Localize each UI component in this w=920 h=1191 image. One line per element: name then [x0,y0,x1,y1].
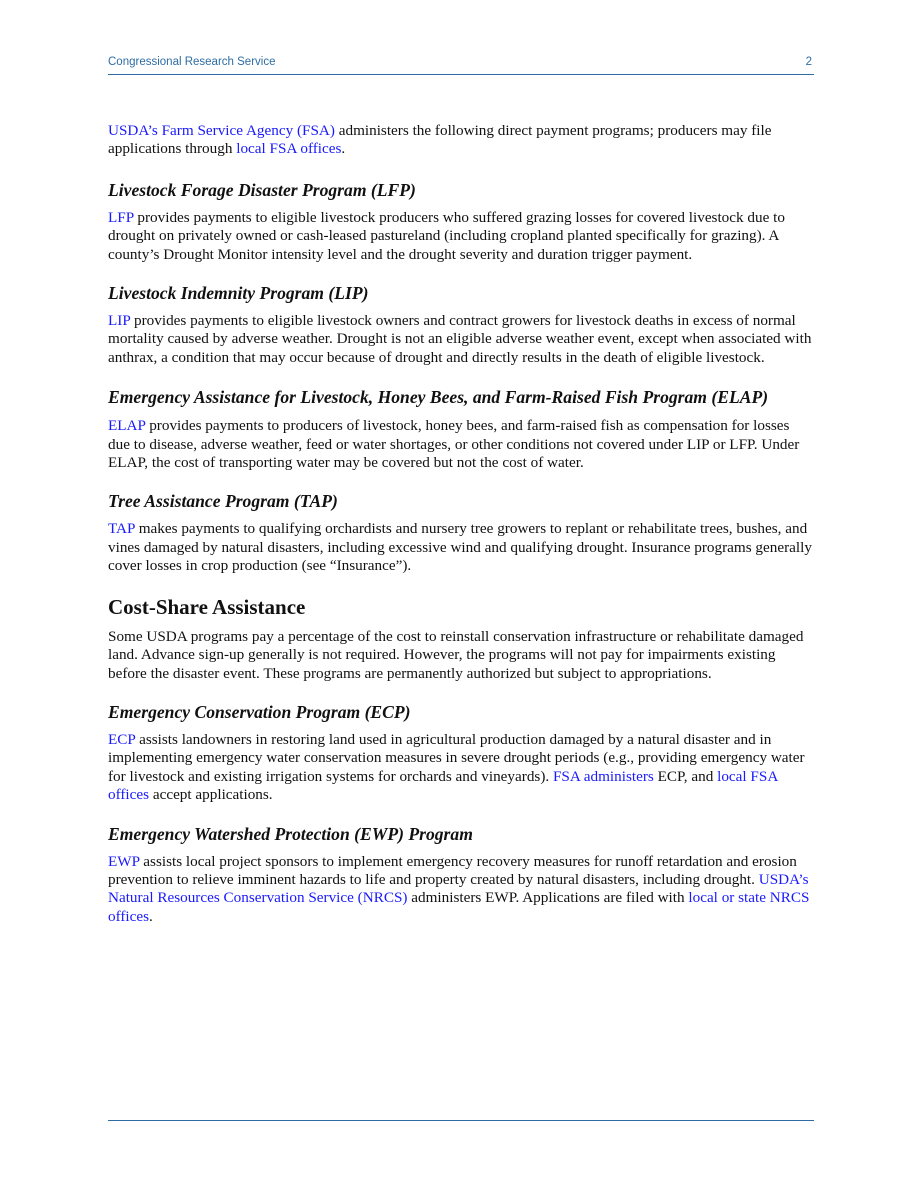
page-number: 2 [805,56,812,68]
cost-share-paragraph: Some USDA programs pay a percentage of the cost to reinstall conservation infrastructure or rehabilitate damaged land. Advance sign-up generally is not required. However, the programs will not pay for impairments existing before the disaster event. These programs are permanently authorized but subject to appropriations. [108,627,804,682]
lfp-heading: Livestock Forage Disaster Program (LFP) [108,179,416,200]
tap-link[interactable]: TAP [108,520,135,538]
ewp-link[interactable]: EWP [108,852,140,870]
fsa-administers-link[interactable]: FSA administers [552,767,654,785]
elap-link[interactable]: ELAP [108,417,146,435]
elap-paragraph: ELAP provides payments to producers of livestock, honey bees, and farm-raised fish as compensation for losses due to disease, adverse weather, feed or water shortages, or other conditions not covered under LIP or LFP. Under ELAP, the cost of transporting water may be covered but not the cost of water. [108,417,800,472]
cost-share-heading: Cost-Share Assistance [108,594,306,619]
lip-heading: Livestock Indemnity Program (LIP) [108,283,369,304]
document-body [108,122,814,944]
footer-divider [108,1120,814,1121]
nrcs-link[interactable]: USDA’s Natural Resources Conservation Service (NRCS) [108,870,809,907]
intro-paragraph: USDA’s Farm Service Agency (FSA) administers the following direct payment programs; producers may file applications through local FSA offices. [108,122,772,158]
ewp-heading: Emergency Watershed Protection (EWP) Program [108,823,473,844]
ecp-link[interactable]: ECP [108,730,136,748]
lip-paragraph: LIP provides payments to eligible livestock owners and contract growers for livestock deaths in excess of normal mortality caused by adverse weather. Drought is not an eligible adverse weather event, except when associated with anthrax, a condition that may occur because of drought and directly results in the death of eligible livestock. [108,312,812,366]
tap-paragraph: TAP makes payments to qualifying orchardists and nursery tree growers to replant or rehabilitate trees, bushes, and vines damaged by natural disasters, including excessive wind and qualifying drought. Insurance programs generally cover losses in crop production (see “Insurance”). [108,520,812,575]
local-fsa-offices-link[interactable]: local FSA offices [236,140,342,158]
lfp-paragraph: LFP provides payments to eligible livestock producers who suffered grazing losses for covered livestock due to drought on privately owned or cash-leased pastureland (including cropland planted specifically for grazing). A county’s Drought Monitor intensity level and the drought severity and duration trigger payment. [108,208,785,263]
ecp-local-fsa-offices-link[interactable]: local FSA offices [108,767,778,804]
ecp-heading: Emergency Conservation Program (ECP) [108,701,411,722]
ecp-paragraph: ECP assists landowners in restoring land used in agricultural production damaged by a natural disaster and in implementing emergency water conservation measures in severe drought periods (e.g., providing emergency water for livestock and existing irrigation systems for orchards and vineyards). FSA administers ECP, and local FSA offices accept applications. [108,730,805,804]
lip-link[interactable]: LIP [108,312,131,330]
elap-heading: Emergency Assistance for Livestock, Honey Bees, and Farm-Raised Fish Program (ELAP) [108,387,769,408]
ewp-paragraph: EWP assists local project sponsors to implement emergency recovery measures for runoff retardation and erosion prevention to relieve imminent hazards to life and property created by natural disasters, including drought. USDA’s Natural Resources Conservation Service (NRCS) administers EWP. Applications are filed with local or state NRCS offices. [108,852,810,925]
tap-heading: Tree Assistance Program (TAP) [108,491,338,512]
fsa-link[interactable]: USDA’s Farm Service Agency (FSA) [108,122,335,139]
nrcs-offices-link[interactable]: local or state NRCS offices [108,889,810,925]
lfp-link[interactable]: LFP [108,208,134,226]
header-organization: Congressional Research Service [108,56,276,68]
page-header [108,56,814,75]
